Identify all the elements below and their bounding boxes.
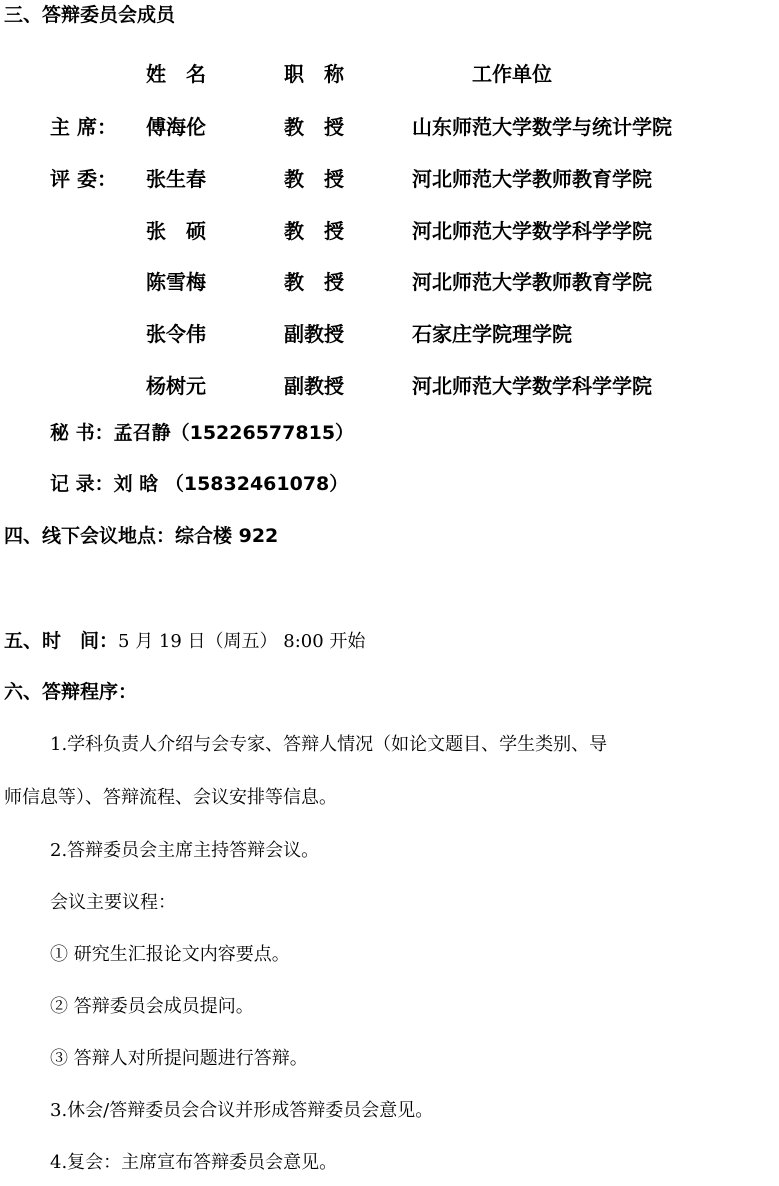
- section-4-title: 四、线下会议地点：综合楼 922: [4, 525, 279, 547]
- member-name: 陈雪梅: [146, 270, 206, 294]
- member-unit: 河北师范大学教师教育学院: [412, 270, 652, 294]
- header-unit: 工作单位: [472, 62, 552, 86]
- section-3-title: 三、答辩委员会成员: [4, 4, 176, 26]
- section-5-value: 5 月 19 日（周五） 8:00 开始: [118, 631, 366, 652]
- member-unit: 石家庄学院理学院: [412, 322, 572, 346]
- member-label: 评 委：: [50, 167, 117, 191]
- section-6-title: 六、答辩程序：: [4, 681, 138, 703]
- member-name: 杨树元: [146, 374, 206, 398]
- agenda-title: 会议主要议程：: [50, 892, 176, 913]
- member-title: 副教授: [284, 322, 344, 346]
- procedure-item-1: 1.学科负责人介绍与会专家、答辩人情况（如论文题目、学生类别、导: [50, 734, 608, 755]
- procedure-item-3: 3.休会/答辩委员会合议并形成答辩委员会意见。: [50, 1100, 434, 1121]
- member-unit: 山东师范大学数学与统计学院: [412, 115, 672, 139]
- header-name: 姓 名: [146, 62, 206, 86]
- header-title: 职 称: [284, 62, 344, 86]
- member-title: 教 授: [284, 219, 344, 243]
- section-5-label: 五、时 间：: [4, 630, 119, 652]
- member-title: 教 授: [284, 167, 344, 191]
- member-name: 张 硕: [146, 219, 206, 243]
- member-unit: 河北师范大学数学科学学院: [412, 374, 652, 398]
- member-unit: 河北师范大学数学科学学院: [412, 219, 652, 243]
- member-unit: 河北师范大学教师教育学院: [412, 167, 652, 191]
- member-title: 副教授: [284, 374, 344, 398]
- procedure-item-2: 2.答辩委员会主席主持答辩会议。: [50, 840, 320, 861]
- member-title: 教 授: [284, 115, 344, 139]
- agenda-item: ③ 答辩人对所提问题进行答辩。: [50, 1048, 308, 1069]
- agenda-item: ② 答辩委员会成员提问。: [50, 996, 254, 1017]
- section-5-line: [4, 632, 365, 651]
- chair-label: 主 席：: [50, 115, 117, 139]
- member-name: 傅海伦: [146, 115, 206, 139]
- member-name: 张生春: [146, 167, 206, 191]
- recorder-line: 记 录：刘 晗 （15832461078）: [50, 473, 349, 495]
- agenda-item: ① 研究生汇报论文内容要点。: [50, 944, 290, 965]
- procedure-item-4: 4.复会：主席宣布答辩委员会意见。: [50, 1152, 338, 1173]
- member-name: 张令伟: [146, 322, 206, 346]
- member-title: 教 授: [284, 270, 344, 294]
- secretary-line: 秘 书：孟召静（15226577815）: [50, 422, 355, 444]
- procedure-item-1-cont: 师信息等）、答辩流程、会议安排等信息。: [4, 787, 337, 808]
